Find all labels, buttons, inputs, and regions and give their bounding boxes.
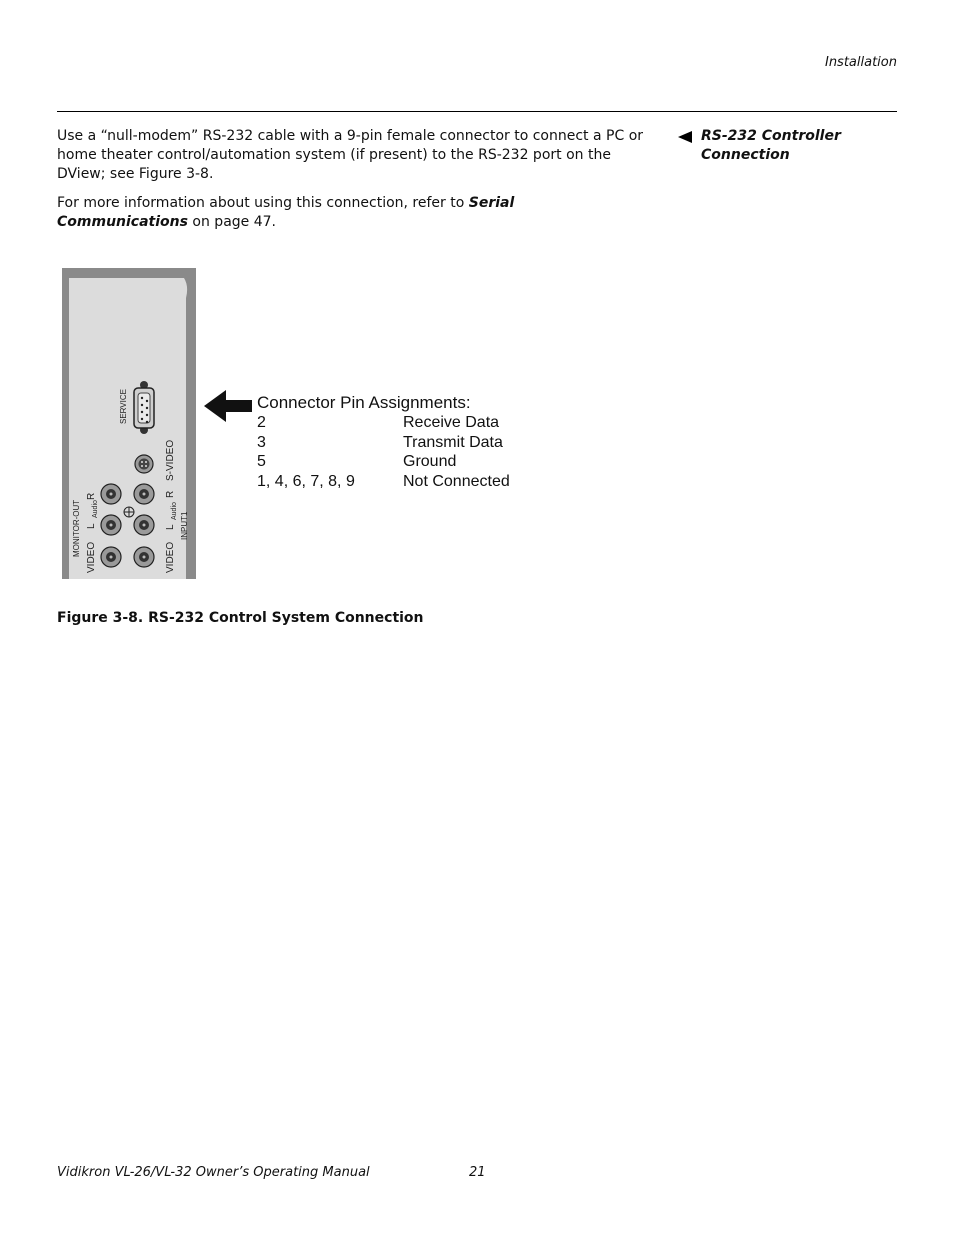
monitor-out-r-label: R [86, 492, 97, 500]
sidehead-arrow-icon [678, 131, 692, 143]
input1-l-label: L [165, 524, 176, 530]
pin-row [257, 473, 510, 491]
monitor-out-video-jack-icon [101, 547, 121, 567]
pin-description: Not Connected [403, 473, 510, 490]
reference-paragraph [57, 194, 649, 232]
running-header: Installation [824, 55, 897, 70]
input1-audio-r-jack-icon [134, 484, 154, 504]
pin-number: 2 [257, 414, 266, 431]
pin-description: Ground [403, 453, 457, 470]
monitor-out-video-label: VIDEO [86, 541, 97, 573]
monitor-out-audio-r-jack-icon [101, 484, 121, 504]
monitor-out-audio-label: Audio [92, 500, 99, 518]
s-video-port-icon [135, 455, 153, 473]
pin-number: 3 [257, 434, 266, 451]
rs232-service-port-icon [134, 381, 154, 434]
pointer-arrow-icon [204, 390, 252, 422]
pin-description: Transmit Data [403, 434, 503, 451]
input1-video-jack-icon [134, 547, 154, 567]
input1-r-label: R [165, 490, 176, 498]
input1-audio-l-jack-icon [134, 515, 154, 535]
sidehead-line-2: Connection [701, 147, 790, 163]
page-number: 21 [469, 1165, 486, 1180]
reference-text-pre: For more information about using this connection, refer to [57, 195, 469, 211]
pin-number: 1, 4, 6, 7, 8, 9 [257, 473, 355, 490]
sidehead-line-1: RS-232 Controller [701, 128, 841, 144]
reference-text-post: on page 47. [187, 214, 276, 230]
figure-3-8 [62, 268, 532, 580]
s-video-label: S-VIDEO [165, 439, 176, 481]
input1-video-label: VIDEO [165, 541, 176, 573]
monitor-out-label: MONITOR-OUT [72, 499, 81, 557]
pin-row [257, 414, 500, 432]
monitor-out-l-label: L [86, 523, 97, 529]
panel-face [69, 278, 187, 579]
input1-audio-label: Audio [171, 502, 178, 520]
figure-caption: Figure 3-8. RS-232 Control System Connection [57, 610, 424, 626]
monitor-out-audio-l-jack-icon [101, 515, 121, 535]
intro-paragraph: Use a “null-modem” RS-232 cable with a 9-pin female connector to connect a PC or home theater control/automation system (if present) to the RS-232 port on the DView; see Figure 3-8. [57, 128, 644, 182]
pin-description: Receive Data [403, 414, 500, 431]
pin-row [257, 434, 503, 452]
serial-communications-link[interactable]: Serial Communications [57, 195, 515, 230]
input1-label: INPUT1 [180, 511, 189, 540]
pin-assignments-title: Connector Pin Assignments: [257, 393, 471, 412]
service-label: SERVICE [119, 389, 128, 424]
ground-symbol-icon [124, 507, 134, 517]
header-rule [57, 111, 897, 112]
pin-number: 5 [257, 453, 266, 470]
pin-row [257, 453, 457, 471]
footer-manual-title: Vidikron VL-26/VL-32 Owner’s Operating Manual [57, 1165, 370, 1180]
connector-panel-illustration [62, 268, 302, 580]
sidehead-title [701, 127, 881, 165]
